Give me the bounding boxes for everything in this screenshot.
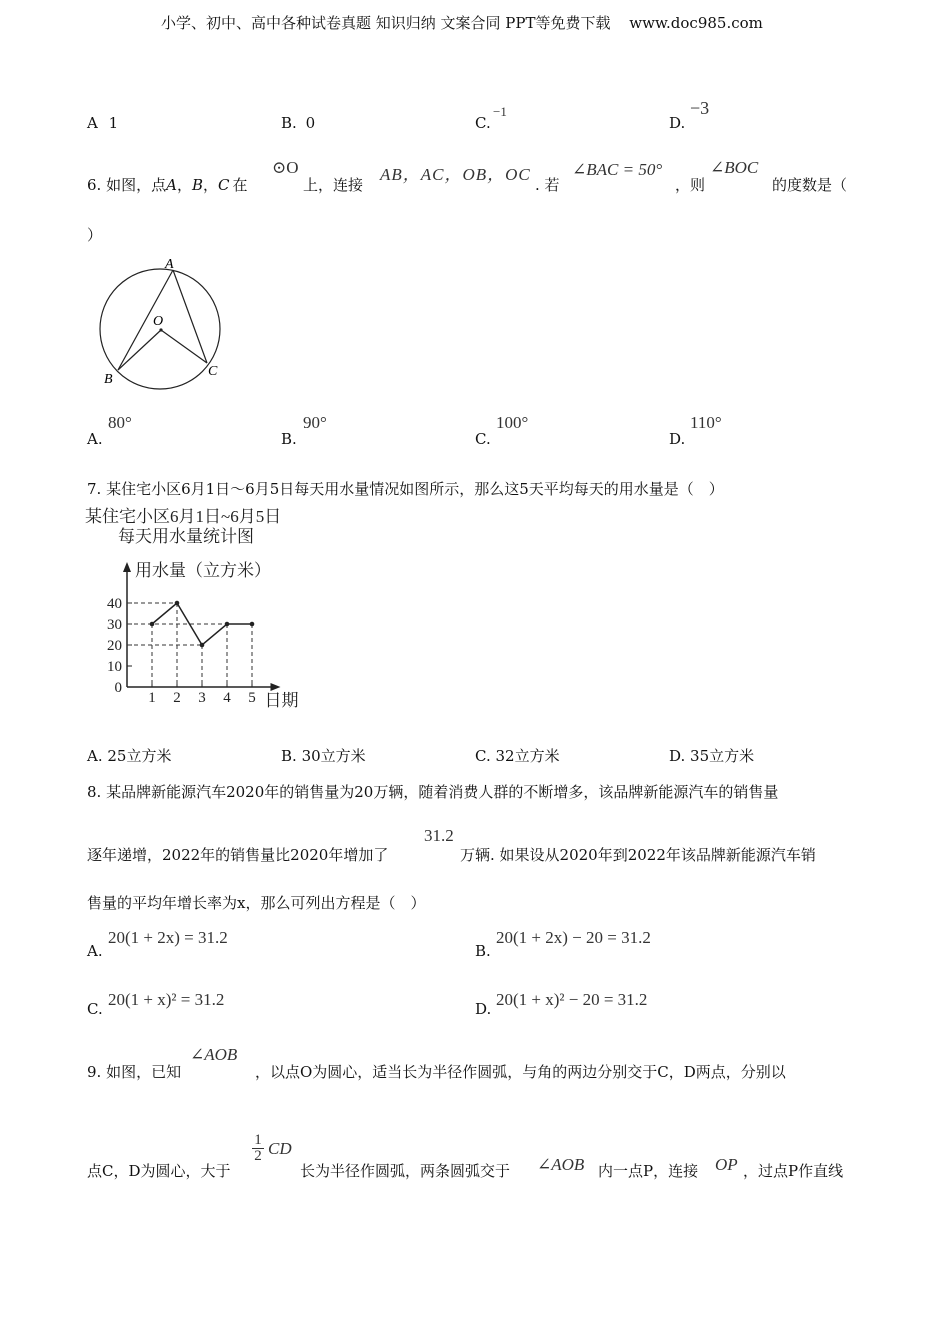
q6-option-d[interactable]: D. — [669, 430, 686, 448]
q6-tail: 的度数是（ — [772, 176, 848, 194]
q7-line-chart — [85, 500, 345, 720]
data-point — [225, 622, 230, 627]
q6-connect: 上，连接 — [303, 176, 364, 194]
header-site-link[interactable]: www.doc985.com — [629, 14, 763, 32]
x-tick-label: 3 — [198, 690, 206, 706]
x-tick-label: 4 — [223, 690, 231, 706]
q9-line2-a: 点C，D为圆心，大于 — [87, 1162, 231, 1180]
x-tick-label: 1 — [148, 690, 156, 706]
q5-option-d[interactable] — [669, 114, 685, 132]
segment-ac — [173, 270, 207, 363]
segment-oc — [161, 330, 207, 363]
q5-option-c-value: −1 — [493, 104, 507, 119]
q8-option-a[interactable]: A. — [87, 942, 103, 960]
header-banner — [161, 12, 763, 33]
segment-ob — [118, 330, 161, 370]
q6-close-paren: ） — [87, 226, 103, 244]
q6-option-a[interactable]: A. — [87, 430, 103, 448]
label-o: O — [153, 314, 164, 329]
q6-option-c[interactable]: C. — [475, 430, 491, 448]
q9-line2-d: ，过点P作直线 — [743, 1162, 844, 1180]
label-a: A — [165, 257, 174, 272]
option-label: B. — [281, 114, 297, 132]
q8-line1: 8. 某品牌新能源汽车2020年的销售量为20万辆，随着消费人群的不断增多，该品牌新能源汽车的销售量 — [87, 783, 779, 801]
q7-option-b[interactable]: B. 30立方米 — [281, 747, 366, 765]
q8-option-b[interactable]: B. — [475, 942, 491, 960]
q9-fraction — [252, 1133, 292, 1164]
option-label: C. — [475, 114, 491, 132]
q8-option-d-expr: 20(1 + x)² − 20 = 31.2 — [496, 990, 648, 1009]
data-point — [175, 601, 180, 606]
q6-given-angle: ∠BAC = 50° — [572, 160, 663, 179]
chart-title: 某住宅小区6月1日~6月5日 — [85, 507, 282, 526]
q5-option-a[interactable] — [87, 114, 118, 132]
y-tick-label: 20 — [107, 638, 122, 654]
q5-option-c[interactable] — [475, 114, 491, 132]
q9-line2-b: 长为半径作圆弧，两条圆弧交于 — [300, 1162, 511, 1180]
option-value: 1 — [108, 114, 119, 132]
option-label: A — [87, 114, 98, 132]
label-c: C — [208, 364, 218, 379]
q8-line2-a: 逐年递增，2022年的销售量比2020年增加了 — [87, 846, 389, 864]
q7-option-a[interactable]: A. 25立方米 — [87, 747, 172, 765]
option-value: 0 — [305, 114, 316, 132]
header-banner-text: 小学、初中、高中各种试卷真题 知识归纳 文案合同 PPT等免费下载 — [161, 14, 611, 32]
q6-circle-figure — [95, 250, 235, 395]
q6-circle-symbol: ⊙O — [272, 158, 299, 177]
option-label: D. — [669, 114, 686, 132]
q8-value: 31.2 — [424, 826, 454, 845]
q8-line3: 售量的平均年增长率为x，那么可列出方程是（ ） — [87, 894, 426, 912]
q9-line1-a: 9. 如图，已知 — [87, 1063, 182, 1081]
q9-angle: ∠AOB — [190, 1045, 238, 1064]
q6-option-d-value: 110° — [690, 413, 722, 432]
q8-option-a-expr: 20(1 + 2x) = 31.2 — [108, 928, 228, 947]
q9-angle2: ∠AOB — [537, 1155, 585, 1174]
frac-numerator: 1 — [254, 1132, 262, 1148]
chart-ylabel: 用水量（立方米） — [135, 561, 271, 580]
x-axis-arrow — [271, 683, 281, 691]
q7-option-c[interactable]: C. 32立方米 — [475, 747, 560, 765]
q7-option-d[interactable]: D. 35立方米 — [669, 747, 755, 765]
q8-option-d[interactable]: D. — [475, 1000, 492, 1018]
frac-variable: CD — [268, 1138, 292, 1158]
data-point — [150, 622, 155, 627]
q6-stem-prefix: 6. 如图，点A，B，C 在 — [87, 176, 248, 194]
q6-option-c-value: 100° — [496, 413, 529, 432]
q5-option-b[interactable] — [281, 114, 315, 132]
frac-denominator: 2 — [254, 1148, 262, 1164]
q6-if: . 若 — [535, 176, 560, 194]
q6-option-b[interactable]: B. — [281, 430, 297, 448]
y-tick-label: 40 — [107, 596, 122, 612]
q8-option-c[interactable]: C. — [87, 1000, 103, 1018]
y-tick-label: 30 — [107, 617, 122, 633]
q9-segment-op: OP — [715, 1155, 738, 1174]
chart-subtitle: 每天用水量统计图 — [118, 527, 254, 546]
y-tick-label: 10 — [107, 659, 122, 675]
q8-option-c-expr: 20(1 + x)² = 31.2 — [108, 990, 225, 1009]
q6-option-b-value: 90° — [303, 413, 327, 432]
q6-then: ，则 — [675, 176, 706, 194]
q7-stem: 7. 某住宅小区6月1日～6月5日每天用水量情况如图所示，那么这5天平均每天的用水量是（ ） — [87, 480, 724, 498]
data-point — [200, 643, 205, 648]
q6-target-angle: ∠BOC — [710, 158, 759, 177]
x-tick-label: 5 — [248, 690, 256, 706]
q8-line2-b: 万辆. 如果设从2020年到2022年该品牌新能源汽车销 — [460, 846, 816, 864]
y-axis-arrow — [123, 562, 131, 572]
q6-segments: AB，AC，OB，OC — [380, 165, 531, 184]
q6-option-a-value: 80° — [108, 413, 132, 432]
chart-xlabel: 日期 — [264, 691, 299, 710]
q9-line2-c: 内一点P，连接 — [598, 1162, 699, 1180]
x-tick-label: 2 — [173, 690, 181, 706]
data-point — [250, 622, 255, 627]
label-b: B — [104, 372, 113, 387]
q5-option-d-value: −3 — [690, 98, 710, 118]
series-line — [152, 603, 252, 645]
q9-line1-b: ，以点O为圆心，适当长为半径作圆弧，与角的两边分别交于C，D两点，分别以 — [255, 1063, 786, 1081]
segment-ab — [118, 270, 173, 370]
y-tick-label: 0 — [114, 680, 122, 696]
q8-option-b-expr: 20(1 + 2x) − 20 = 31.2 — [496, 928, 651, 947]
